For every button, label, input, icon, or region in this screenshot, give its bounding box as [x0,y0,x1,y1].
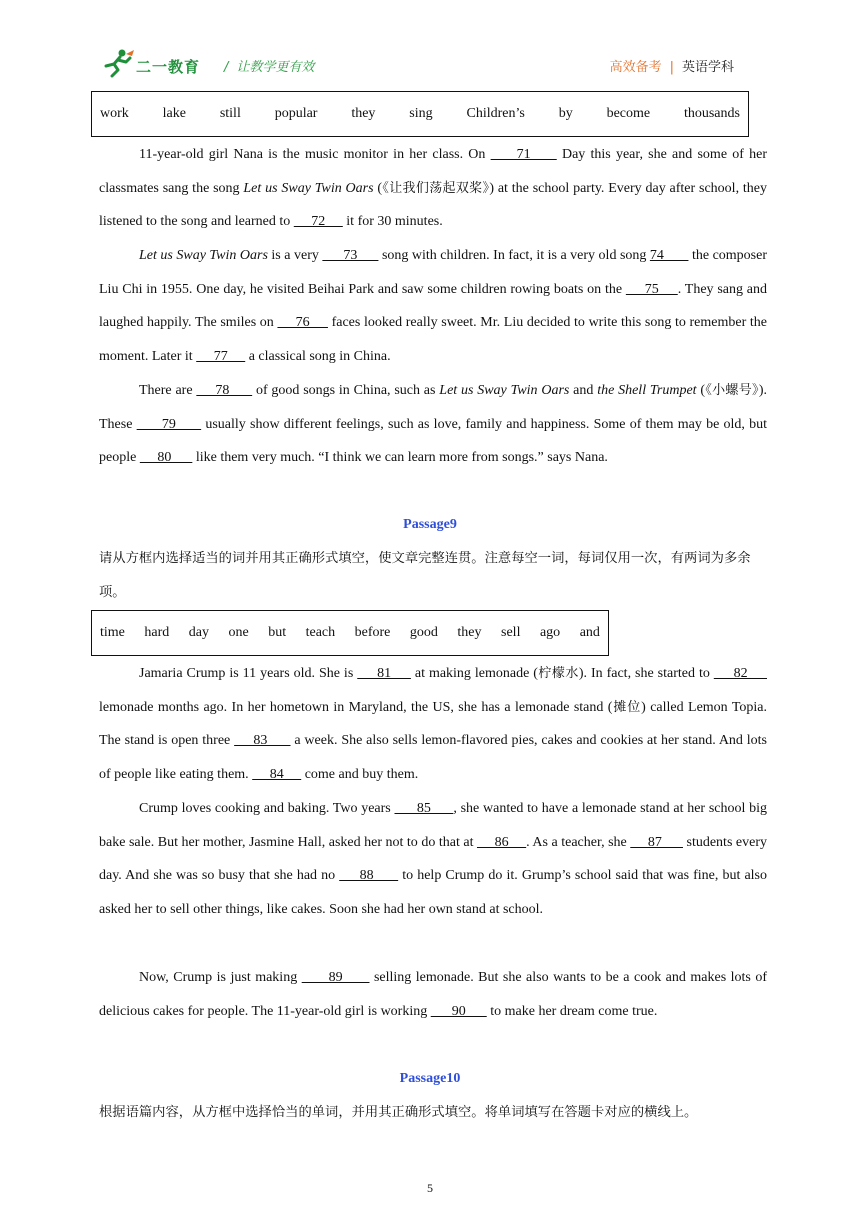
word-box-passage8 [91,91,749,137]
passage9-paragraph-1: Jamaria Crump is 11 years old. She is 81 at making lemonade (柠檬水). In fact, she started to 82 lemonade months ago. In her hometown in Maryland, the US, she has a lemonade stand (摊位) called Lemon Topia. The stand is open three 83 a week. She also sells lemon-flavored pies, cakes and cookies at her stand. And lots of people like eating them. 84 come and buy them. [99,666,768,782]
blank-80: 80 [139,450,193,466]
word-option: by [558,106,573,121]
word-option: ago [539,625,561,640]
word-option: become [606,106,651,121]
word-option: popular [274,106,318,121]
passage10-instruction: 根据语篇内容，从方框中选择恰当的单词，并用其正确形式填空。将单词填写在答题卡对应的横线上。 [99,1105,698,1120]
word-option: good [409,625,438,640]
blank-89: 89 [301,970,370,985]
blank-87: 87 [630,834,683,850]
slogan [224,56,314,75]
page-header [100,44,768,84]
word-option: thousands [683,106,740,121]
passage9-instruction: 请从方框内选择适当的词并用其正确形式填空，使文章完整连贯。注意每空一词，每词仅用一次，有两词为多余项。 [99,551,751,600]
word-option: work [100,106,129,121]
blank-79: 79 [136,416,202,432]
passage9-paragraph-3: Now, Crump is just making 89 selling lemonade. But she also wants to be a cook and makes lots of delicious cakes for people. The 11-year-old girl is working 90 to make her dream come true. [99,970,768,1019]
word-option: time [100,625,125,640]
blank-86: 86 [476,834,527,850]
word-option: one [228,625,249,640]
song-title: Let us Sway Twin Oars [439,383,570,398]
word-option: day [188,625,209,640]
passage8-paragraph-1: 11-year-old girl Nana is the music monitor in her class. On 71 Day this year, she and some of her classmates sang the song Let us Sway Twin Oars (《让我们荡起双桨》) at the school party. Every day after school, they listened to the song and learned to 72 it for 30 minutes. [99,147,767,230]
word-option: but [268,625,287,640]
word-option: they [351,106,376,121]
song-title: Let us Sway Twin Oars [243,180,374,196]
subject-text: 英语学科 [681,60,734,75]
word-option: before [354,625,391,640]
tag-text: 高效备考 [609,60,662,75]
blank-83: 83 [234,733,291,749]
blank-75: 75 [625,281,678,297]
tag-separator: | [669,60,674,75]
passage9-heading: Passage9 [403,517,457,532]
word-option: and [579,625,600,640]
word-option: hard [144,625,170,640]
blank-71: 71 [490,147,557,162]
slogan-text: 让教学更有效 [236,60,315,75]
word-option: they [457,625,482,640]
song-title: Let us Sway Twin Oars [139,248,268,263]
blank-74: 74 [649,248,689,263]
passage8-paragraph-2: Let us Sway Twin Oars is a very 73 song with children. In fact, it is a very old song 74 the composer Liu Chi in 1955. One day, he visited Beihai Park and saw some children rowing boats on the 75 . They sang and laughed happily. The smiles on 76 faces looked really sweet. Mr. Liu decided to write this song to remember the moment. Later it 77 a classical song in China. [99,248,768,364]
page-number: 5 [427,1181,433,1195]
word-box-passage9 [91,610,609,656]
word-option: lake [162,106,186,121]
song-title: the Shell Trumpet [597,383,697,398]
blank-73: 73 [322,248,379,263]
logo-text: 二一教育 [136,58,201,76]
slogan-separator: / [224,60,229,75]
blank-72: 72 [293,214,343,230]
logo [102,48,222,80]
blank-77: 77 [196,348,246,364]
blank-81: 81 [357,666,411,681]
blank-84: 84 [252,766,302,782]
word-option: sing [409,106,433,121]
word-option: sell [501,625,521,640]
blank-85: 85 [394,801,454,816]
header-tag [610,56,734,75]
word-option: Children’s [466,106,525,121]
word-option: still [219,106,241,121]
blank-88: 88 [339,868,399,884]
blank-78: 78 [196,383,253,398]
blank-90: 90 [430,1003,487,1019]
blank-76: 76 [277,315,328,331]
word-option: teach [305,625,336,640]
passage8-paragraph-3: There are 78 of good songs in China, such as Let us Sway Twin Oars and the Shell Trumpet (《小螺号》). These 79 usually show different feelings, such as love, family and happiness. Some of them may be old, but people 80 like them very much. “I think we can learn more from songs.” says Nana. [99,383,768,466]
runner-logo-icon [102,48,136,78]
passage9-paragraph-2: Crump loves cooking and baking. Two years 85 , she wanted to have a lemonade stand at her school big bake sale. But her mother, Jasmine Hall, asked her not to do that at 86 . As a teacher, she 87 students every day. And she was so busy that she had no 88 to help Crump do it. Grump’s school said that was fine, but also asked her to sell other things, like cakes. Soon she had her own stand at school. [99,801,768,917]
passage10-heading: Passage10 [399,1071,461,1086]
blank-82: 82 [713,666,767,681]
